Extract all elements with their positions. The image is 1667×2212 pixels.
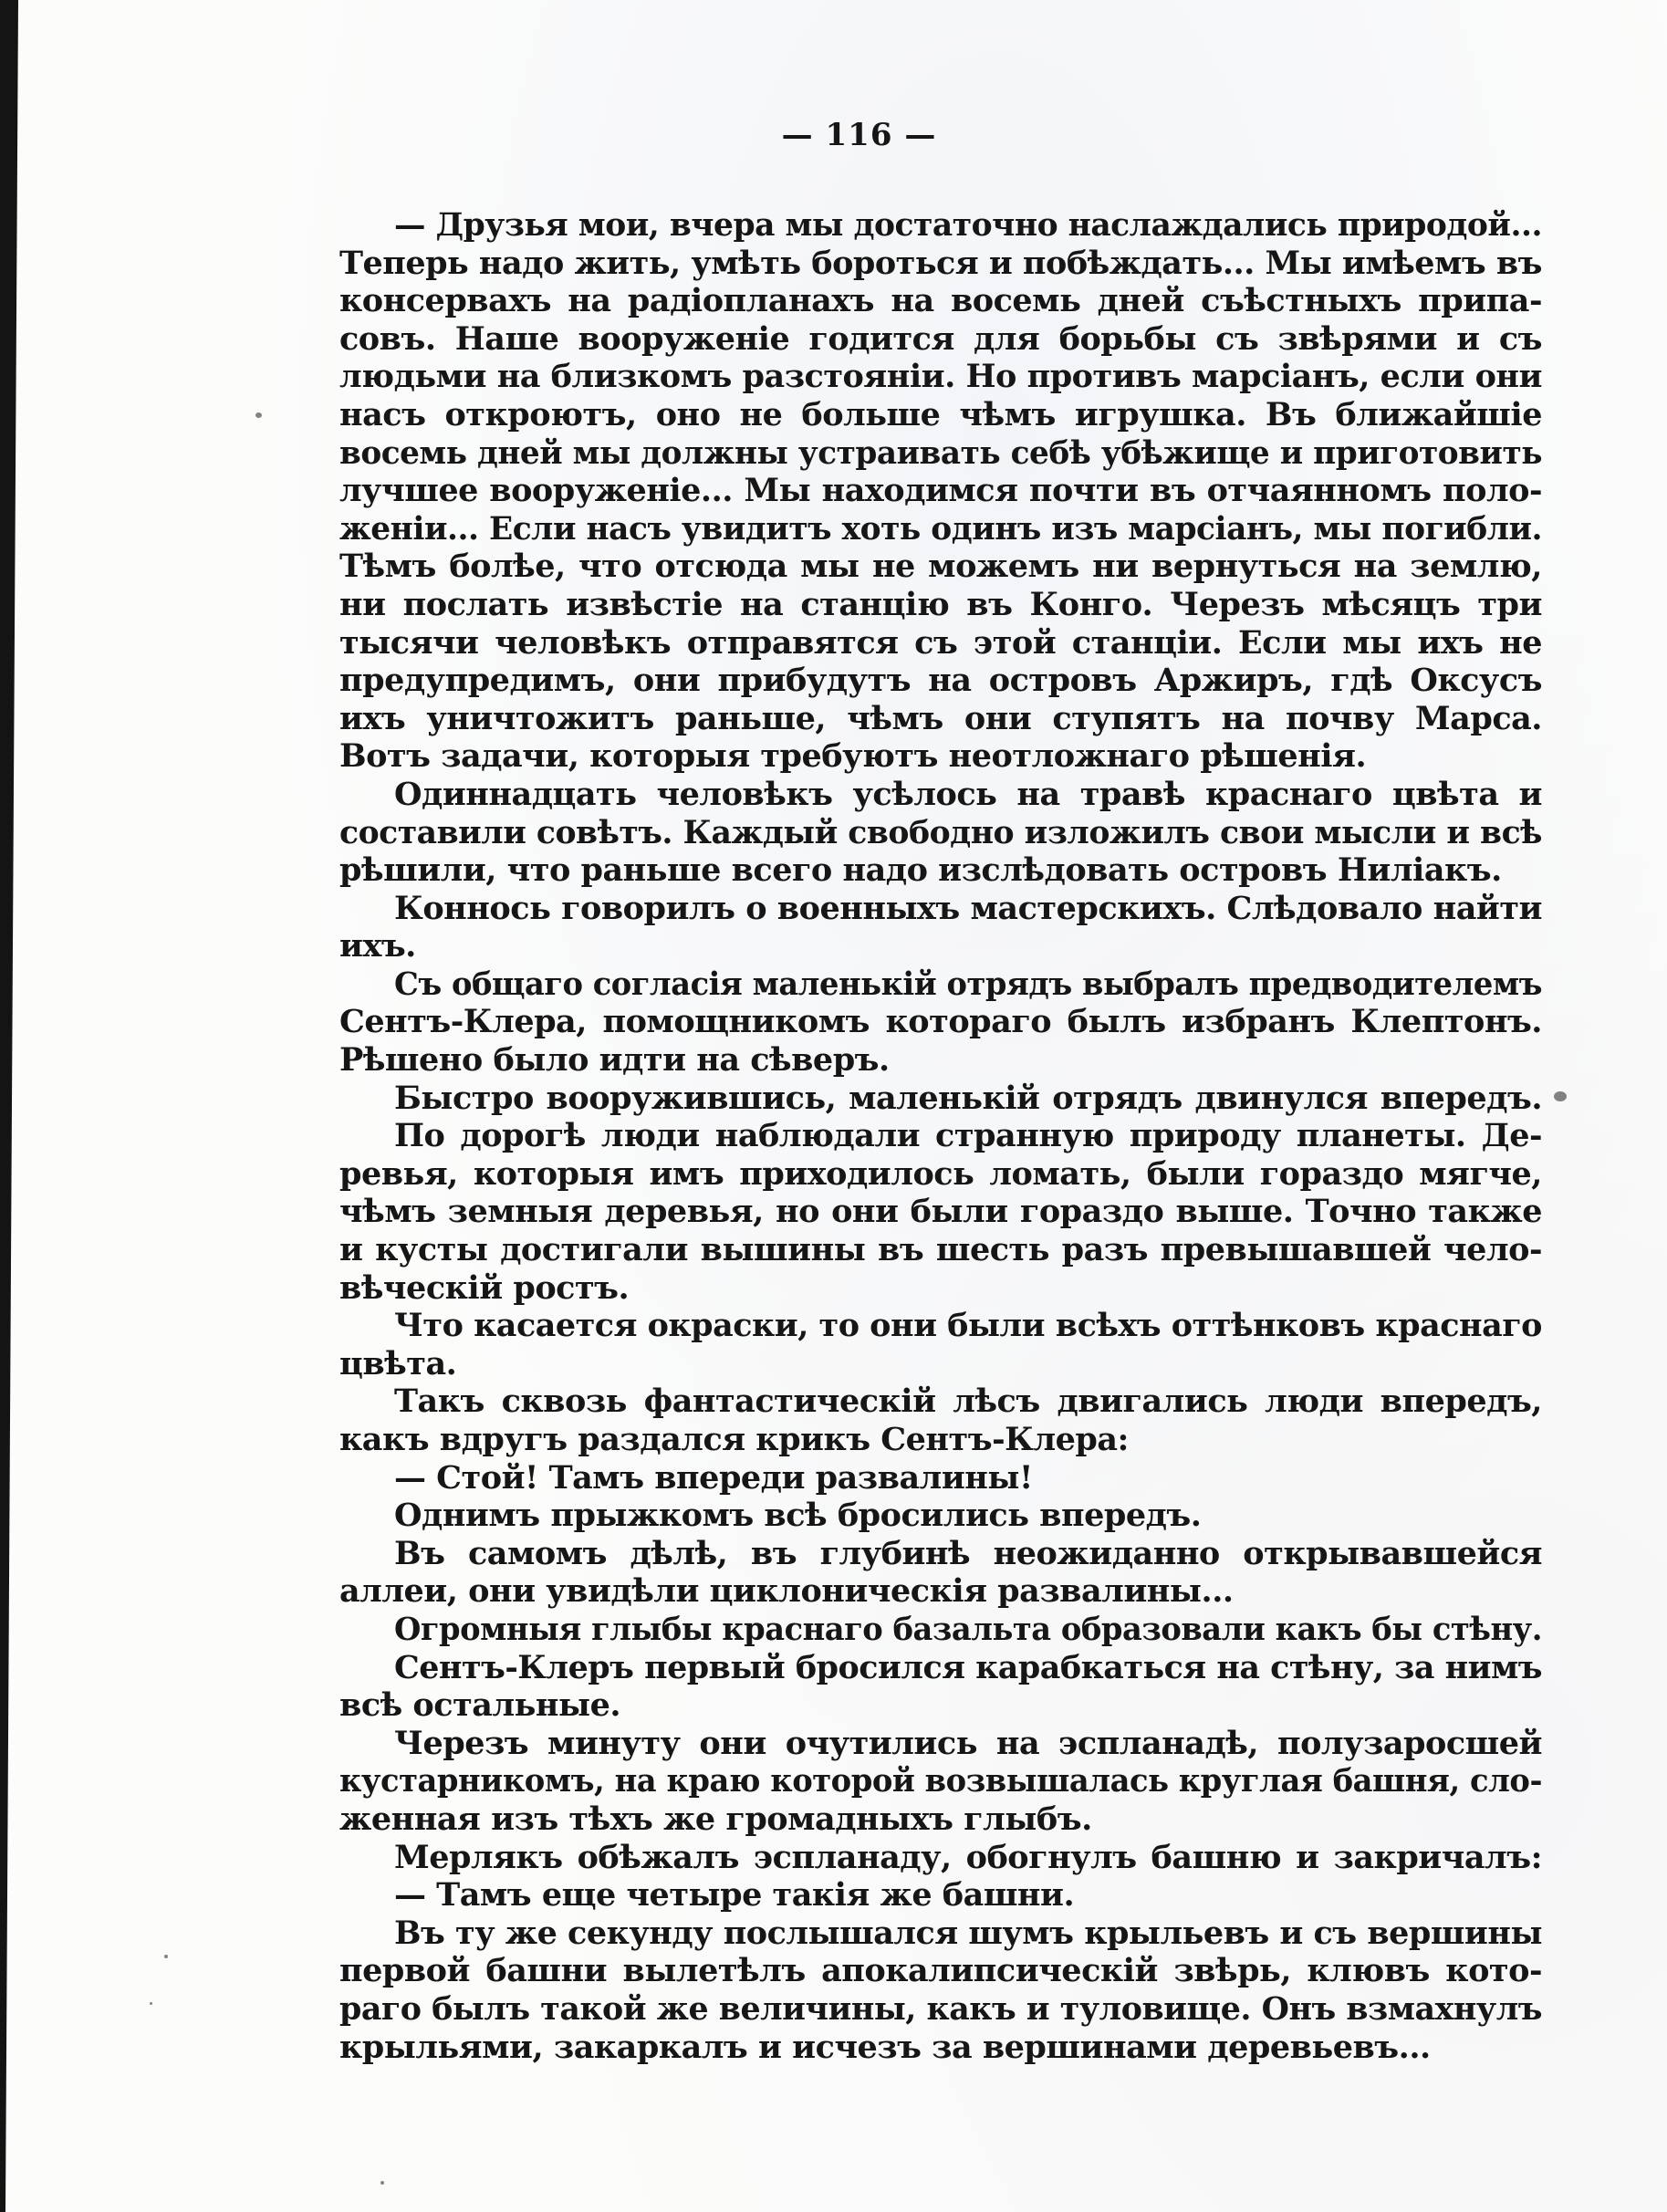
text-line-content: кустарникомъ, на краю которой возвышалась круглая башня, сло- (339, 1762, 1542, 1800)
text-line (339, 700, 1542, 738)
text-line-content: аллеи, они увидѣли циклоническія развалины... (339, 1572, 1234, 1611)
text-line-content: Огромныя глыбы краснаго базальта образовали какъ бы стѣну. (394, 1610, 1542, 1648)
text-line (339, 1915, 1542, 1953)
text-line-content: цвѣта. (339, 1344, 457, 1382)
text-line (339, 548, 1542, 586)
text-line-content: предупредимъ, они прибудутъ на островъ Аржиръ, гдѣ Оксусъ (339, 662, 1542, 700)
text-line (339, 358, 1542, 396)
text-line (339, 1725, 1542, 1763)
text-line (339, 1459, 1542, 1497)
text-line-content: составили совѣтъ. Каждый свободно изложилъ свои мысли и всѣ (339, 813, 1542, 851)
scan-speck (164, 1955, 168, 1958)
text-line (339, 1117, 1542, 1155)
text-line-content: — Друзья мои, вчера мы достаточно наслаждались природой... (394, 206, 1542, 244)
text-line-content: чѣмъ земныя деревья, но они были гораздо выше. Точно также (339, 1193, 1542, 1231)
text-line (339, 965, 1542, 1004)
text-line-content: Что касается окраски, то они были всѣхъ оттѣнковъ краснаго (394, 1307, 1542, 1345)
text-line-content: лучшее вооруженіе... Мы находимся почти въ отчаянномъ поло- (339, 472, 1542, 510)
text-line (339, 1535, 1542, 1573)
text-line-content: Теперь надо жить, умѣть бороться и побѣждать... Мы имѣемъ въ (339, 244, 1542, 282)
text-line (339, 927, 1542, 965)
text-line (339, 1990, 1542, 2029)
text-line (339, 737, 1542, 776)
text-line-content: Быстро вооружившись, маленькій отрядъ двинулся впередъ. (394, 1079, 1542, 1117)
text-line (339, 1080, 1542, 1118)
scan-edge-shadow (0, 0, 18, 2212)
text-line-content: Въ ту же секунду послышался шумъ крыльевъ и съ вершины (394, 1914, 1542, 1952)
text-line-content: всѣ остальные. (339, 1686, 621, 1725)
text-line (339, 472, 1542, 510)
text-line (339, 1839, 1542, 1877)
text-line (339, 245, 1542, 283)
text-line (339, 1231, 1542, 1269)
text-line-content: женная изъ тѣхъ же громадныхъ глыбъ. (339, 1800, 1092, 1838)
text-line (339, 586, 1542, 624)
text-line (339, 662, 1542, 700)
text-line-content: раго былъ такой же величины, какъ и туловище. Онъ взмахнулъ (339, 1989, 1542, 2028)
text-line-content: Сентъ-Клера, помощникомъ котораго былъ избранъ Клептонъ. (339, 1003, 1542, 1041)
text-line (339, 1003, 1542, 1041)
text-line-content: восемь дней мы должны устраивать себѣ убѣжище и приготовить (339, 433, 1542, 472)
text-line-content: людьми на близкомъ разстояніи. Но противъ марсіанъ, если они (339, 358, 1542, 396)
text-line (339, 1686, 1542, 1725)
text-line-content: Одиннадцать человѣкъ усѣлось на травѣ краснаго цвѣта и (394, 775, 1542, 813)
text-line (339, 1155, 1542, 1194)
text-line (339, 890, 1542, 928)
text-line (339, 1611, 1542, 1649)
text-line-content: ихъ. (339, 927, 416, 965)
text-line (339, 206, 1542, 245)
scan-speck (380, 2181, 384, 2185)
scan-speck (150, 2002, 152, 2005)
text-line (339, 320, 1542, 359)
text-line-content: По дорогѣ люди наблюдали странную природу планеты. Де- (394, 1117, 1542, 1155)
text-line (339, 1876, 1542, 1915)
text-line-content: Сентъ-Клеръ первый бросился карабкаться на стѣну, за нимъ (394, 1648, 1542, 1686)
text-line-content: Мерлякъ обѣжалъ эспланаду, обогнулъ башню и закричалъ: (394, 1838, 1542, 1876)
text-line (339, 1269, 1542, 1308)
text-line-content: женіи... Если насъ увидитъ хоть одинъ изъ марсіанъ, мы погибли. (339, 509, 1542, 548)
text-line (339, 1762, 1542, 1800)
text-line (339, 1800, 1542, 1839)
scan-speck (1554, 1091, 1567, 1101)
text-line-content: ни послать извѣстіе на станцію въ Конго. Черезъ мѣсяцъ три (339, 585, 1542, 623)
text-line (339, 1952, 1542, 1990)
text-line (339, 776, 1542, 814)
text-line-content: консервахъ на радіопланахъ на восемь дней съѣстныхъ припа- (339, 282, 1542, 320)
text-line (339, 1649, 1542, 1687)
text-line-content: какъ вдругъ раздался крикъ Сентъ-Клера: (339, 1421, 1129, 1458)
text-line (339, 1345, 1542, 1383)
text-line-content: Коннось говорилъ о военныхъ мастерскихъ. Слѣдовало найти (394, 889, 1542, 927)
text-line (339, 510, 1542, 548)
text-line (339, 1421, 1542, 1459)
text-line (339, 1382, 1542, 1421)
text-line-content: Такъ сквозь фантастическій лѣсъ двигались люди впередъ, (394, 1382, 1542, 1421)
text-line (339, 434, 1542, 473)
text-line-content: Черезъ минуту они очутились на эспланадѣ, полузаросшей (394, 1724, 1542, 1762)
text-line (339, 396, 1542, 434)
text-line-content: Вотъ задачи, которыя требуютъ неотложнаго рѣшенія. (339, 737, 1367, 776)
text-line (339, 1572, 1542, 1611)
page-number: — 116 — (781, 117, 937, 153)
text-line-content: Однимъ прыжкомъ всѣ бросились впередъ. (394, 1497, 1202, 1535)
text-line (339, 814, 1542, 852)
scan-speck (255, 412, 262, 418)
text-line-content: ихъ уничтожитъ раньше, чѣмъ они ступятъ на почву Марса. (339, 699, 1542, 737)
text-line-content: крыльями, закаркалъ и исчезъ за вершинами деревьевъ... (339, 2028, 1431, 2066)
text-line (339, 1041, 1542, 1080)
text-line-content: ревья, которыя имъ приходилось ломать, были гораздо мягче, (339, 1154, 1542, 1193)
text-line (339, 1497, 1542, 1535)
text-line-content: совъ. Наше вооруженіе годится для борьбы съ звѣрями и съ (339, 319, 1542, 358)
text-line-content: — Тамъ еще четыре такія же башни. (394, 1876, 1075, 1915)
text-line (339, 1307, 1542, 1345)
body-text (339, 206, 1542, 2066)
text-line-content: и кусты достигали вышины въ шесть разъ превышавшей чело- (339, 1231, 1542, 1269)
text-line-content: Тѣмъ болѣе, что отсюда мы не можемъ ни вернуться на землю, (339, 548, 1542, 586)
text-line-content: насъ откроютъ, оно не больше чѣмъ игрушка. Въ ближайшіе (339, 395, 1542, 433)
text-line-content: тысячи человѣкъ отправятся съ этой станціи. Если мы ихъ не (339, 623, 1542, 662)
text-line-content: Съ общаго согласія маленькій отрядъ выбралъ предводителемъ (394, 965, 1542, 1003)
text-line (339, 282, 1542, 320)
text-line (339, 2029, 1542, 2067)
text-line (339, 851, 1542, 890)
text-line-content: — Стой! Тамъ впереди развалины! (394, 1458, 1033, 1497)
text-line-content: рѣшили, что раньше всего надо изслѣдовать островъ Нилiакъ. (339, 851, 1502, 890)
text-line (339, 624, 1542, 663)
text-line-content: первой башни вылетѣлъ апокалипсическій звѣрь, клювъ кото- (339, 1952, 1542, 1990)
text-line-content: Рѣшено было идти на сѣверъ. (339, 1041, 890, 1080)
text-line-content: вѣческій ростъ. (339, 1268, 630, 1307)
text-line (339, 1193, 1542, 1231)
text-line-content: Въ самомъ дѣлѣ, въ глубинѣ неожиданно открывавшейся (394, 1534, 1542, 1572)
